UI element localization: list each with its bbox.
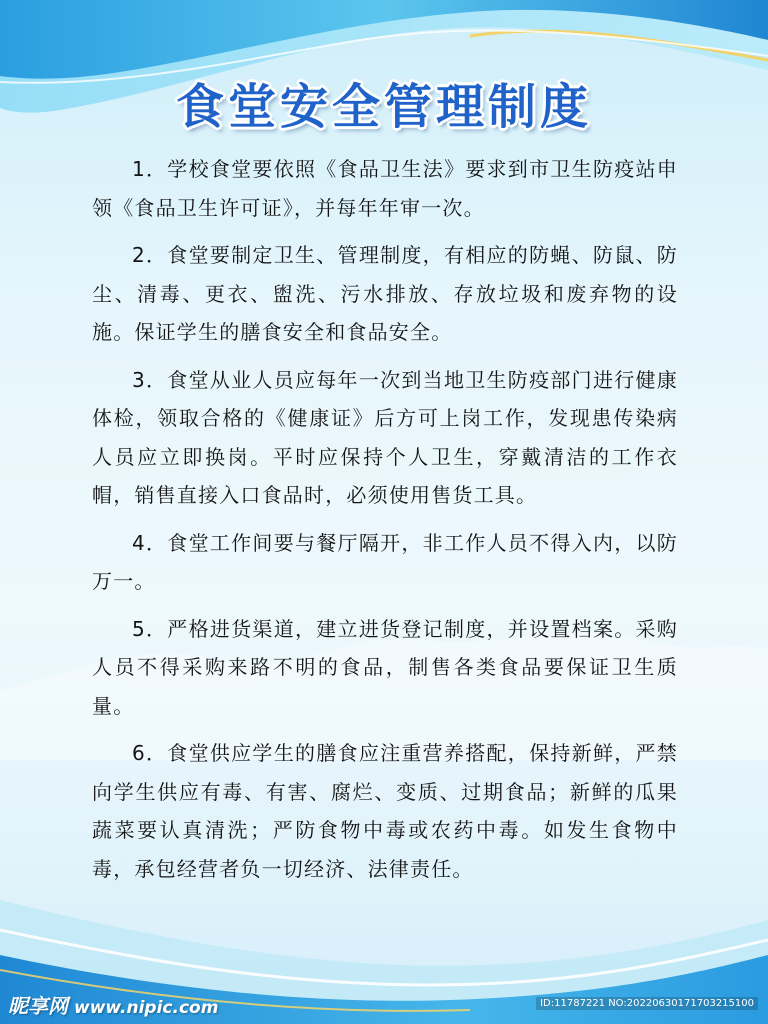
watermark-url: www.nipic.com (74, 998, 219, 1018)
watermark-id: ID:11787221 NO:20220630171703215100 (536, 997, 758, 1010)
rule-item: 3．食堂从业人员应每年一次到当地卫生防疫部门进行健康体检，领取合格的《健康证》后方可上岗工作，发现患传染病人员应立即换岗。平时应保持个人卫生，穿戴清洁的工作衣帽，销售直接入口食品时，必须使用售货工具。 (92, 367, 678, 507)
page-title: 食堂安全管理制度 (175, 79, 592, 135)
rules-list (92, 150, 678, 897)
watermark-logo (8, 990, 218, 1019)
watermark-logo-text: 昵享网 (8, 994, 68, 1018)
rule-item: 4．食堂工作间要与餐厅隔开，非工作人员不得入内，以防万一。 (92, 530, 678, 593)
rule-item: 5．严格进货渠道，建立进货登记制度，并设置档案。采购人员不得采购来路不明的食品，制售各类食品要保证卫生质量。 (92, 616, 678, 718)
rule-item: 2．食堂要制定卫生、管理制度，有相应的防蝇、防鼠、防尘、清毒、更衣、盥洗、污水排放、存放垃圾和废弃物的设施。保证学生的膳食安全和食品安全。 (92, 243, 678, 344)
rule-item: 6．食堂供应学生的膳食应注重营养搭配，保持新鲜，严禁向学生供应有毒、有害、腐烂、变质、过期食品；新鲜的瓜果蔬菜要认真清洗；严防食物中毒或农药中毒。如发生食物中毒，承包经营者负一切经济、法律责任。 (92, 741, 678, 881)
rule-item: 1．学校食堂要依照《食品卫生法》要求到市卫生防疫站申领《食品卫生许可证》，并每年年审一次。 (92, 157, 678, 220)
